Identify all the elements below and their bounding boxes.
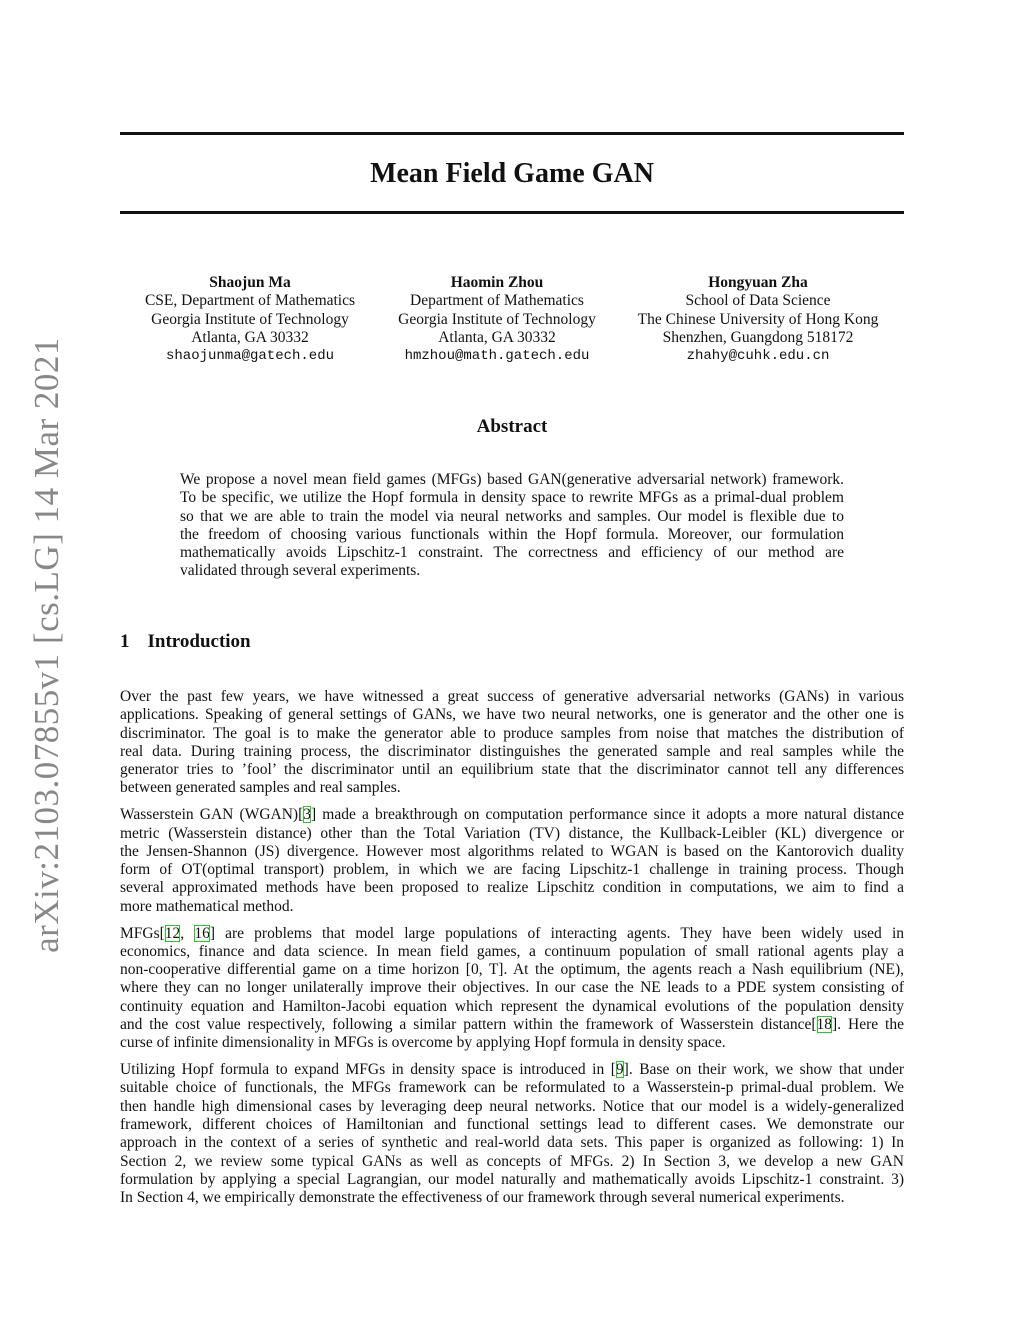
- text-line: Utilizing Hopf formula to expand MFGs in density space is introduced in [9]. Base on their work, we show that under: [120, 1061, 904, 1079]
- author-block: [120, 274, 380, 365]
- top-rule: [120, 132, 904, 135]
- citation-link[interactable]: 18: [816, 1016, 833, 1034]
- text-line: between generated samples and real samples.: [120, 779, 401, 797]
- author-name: Hongyuan Zha: [708, 274, 808, 291]
- paragraph: [120, 925, 904, 1053]
- text-line: Wasserstein GAN (WGAN)[3] made a breakthrough on computation performance since it adopts a more natural distance: [120, 806, 904, 824]
- author-email[interactable]: hmzhou@math.gatech.edu: [404, 348, 590, 365]
- author-block: [628, 274, 888, 365]
- text-line: where they can no longer unilaterally improve their objectives. In our case the NE leads to a PDE system consisting of: [120, 979, 904, 997]
- text-line: approach in the context of a series of synthetic and real-world data sets. This paper is organized as following: 1) In: [120, 1134, 904, 1152]
- text-line: economics, finance and data science. In mean field games, a continuum population of small rational agents play a: [120, 942, 904, 960]
- citation-link[interactable]: 12: [164, 924, 181, 942]
- text-line: and the cost value respectively, following a similar pattern within the framework of Wasserstein distance[18]. Here the: [120, 1016, 904, 1034]
- citation-link[interactable]: 16: [194, 924, 210, 942]
- abstract-heading: Abstract: [476, 416, 548, 437]
- author-affiliation: The Chinese University of Hong Kong: [637, 310, 879, 328]
- author-affiliation: Department of Mathematics: [410, 292, 584, 310]
- author-name: Shaojun Ma: [209, 274, 291, 291]
- text-line: MFGs[12, 16] are problems that model large populations of interacting agents. They have been widely used in: [120, 924, 904, 942]
- text-line: non-cooperative differential game on a time horizon [0, T]. At the optimum, the agents reach a Nash equilibrium (NE),: [120, 961, 904, 979]
- paragraph: [120, 1061, 904, 1207]
- introduction-body: [120, 688, 904, 1208]
- text-line: so that we are able to train the model via neural networks and samples. Our model is flexible due to: [180, 507, 844, 525]
- text-line: In Section 4, we empirically demonstrate the effectiveness of our framework through several numerical experiments.: [120, 1189, 845, 1207]
- section-title: Introduction: [147, 631, 251, 652]
- text-line: Section 2, we review some typical GANs as well as concepts of MFGs. 2) In Section 3, we develop a new GAN: [120, 1152, 904, 1170]
- author-affiliation: Georgia Institute of Technology: [398, 310, 596, 328]
- author-address: Atlanta, GA 30332: [438, 328, 556, 346]
- text-line: metric (Wasserstein distance) other than the Total Variation (TV) distance, the Kullback-Leibler (KL) divergence or: [120, 824, 904, 842]
- author-affiliation: CSE, Department of Mathematics: [144, 292, 356, 310]
- text-line: discriminator. The goal is to make the generator able to produce samples from noise that matches the distribution of: [120, 724, 904, 742]
- text-line: applications. Speaking of general settings of GANs, we have two neural networks, one is generator and the other one is: [120, 706, 904, 724]
- text-line: curse of infinite dimensionality in MFGs is overcome by applying Hopf formula in density space.: [120, 1034, 726, 1052]
- text-line: suitable choice of functionals, the MFGs framework can be reformulated to a Wasserstein-p primal-dual problem. We: [120, 1079, 904, 1097]
- text-line: framework, different choices of Hamiltonian and functional settings lead to different cases. We demonstrate our: [120, 1116, 904, 1134]
- text-line: Over the past few years, we have witnessed a great success of generative adversarial networks (GANs) in various: [120, 688, 904, 705]
- text-line: generator tries to ’fool’ the discriminator until an equilibrium state that the discriminator cannot tell any differences: [120, 761, 904, 779]
- text-line: real data. During training process, the discriminator distinguishes the generated sample and real samples while the: [120, 742, 904, 760]
- citation-link[interactable]: 3: [303, 806, 311, 824]
- bottom-rule: [120, 211, 904, 214]
- author-affiliation: Georgia Institute of Technology: [151, 310, 349, 328]
- author-affiliation: School of Data Science: [685, 292, 831, 310]
- paragraph: [120, 688, 904, 798]
- text-line: To be specific, we utilize the Hopf formula in density space to rewrite MFGs as a primal-dual problem: [180, 489, 844, 507]
- text-line: then handle high dimensional cases by leveraging deep neural networks. Notice that our model is a widely-generalized: [120, 1097, 904, 1115]
- text-line: continuity equation and Hamilton-Jacobi equation which represent the dynamical evolutions of the population density: [120, 997, 904, 1015]
- abstract-body: [180, 471, 844, 581]
- citation-link[interactable]: 9: [615, 1061, 624, 1079]
- author-address: Atlanta, GA 30332: [191, 328, 309, 346]
- text-line: several approximated methods have been proposed to realize Lipschitz condition in computations, we aim to find a: [120, 879, 904, 897]
- text-line: validated through several experiments.: [180, 562, 421, 580]
- text-line: mathematically avoids Lipschitz-1 constraint. The correctness and efficiency of our method are: [180, 544, 844, 562]
- paper-title: Mean Field Game GAN: [370, 158, 654, 189]
- author-name: Haomin Zhou: [450, 274, 544, 291]
- text-line: the freedom of choosing various functionals within the Hopf formula. Moreover, our formulation: [180, 525, 844, 543]
- text-line: the Jensen-Shannon (JS) divergence. However most algorithms related to WGAN is based on the Kantorovich duality: [120, 842, 904, 860]
- text-line: formulation by applying a special Lagrangian, our model naturally and mathematically avoids Lipschitz-1 constraint. 3): [120, 1170, 904, 1188]
- arxiv-side-label: arXiv:2103.07855v1 [cs.LG] 14 Mar 2021: [27, 337, 66, 953]
- section-heading: [120, 631, 251, 653]
- author-email[interactable]: shaojunma@gatech.edu: [165, 348, 335, 365]
- text-line: form of OT(optimal transport) problem, in which we are facing Lipschitz-1 challenge in training process. Though: [120, 861, 904, 879]
- paragraph: [120, 806, 904, 916]
- author-address: Shenzhen, Guangdong 518172: [662, 328, 854, 346]
- author-email[interactable]: zhahy@cuhk.edu.cn: [686, 348, 830, 365]
- text-line: more mathematical method.: [120, 897, 294, 915]
- text-line: We propose a novel mean field games (MFGs) based GAN(generative adversarial network) framework.: [180, 471, 844, 488]
- author-block: [367, 274, 627, 365]
- section-number: 1: [120, 631, 130, 652]
